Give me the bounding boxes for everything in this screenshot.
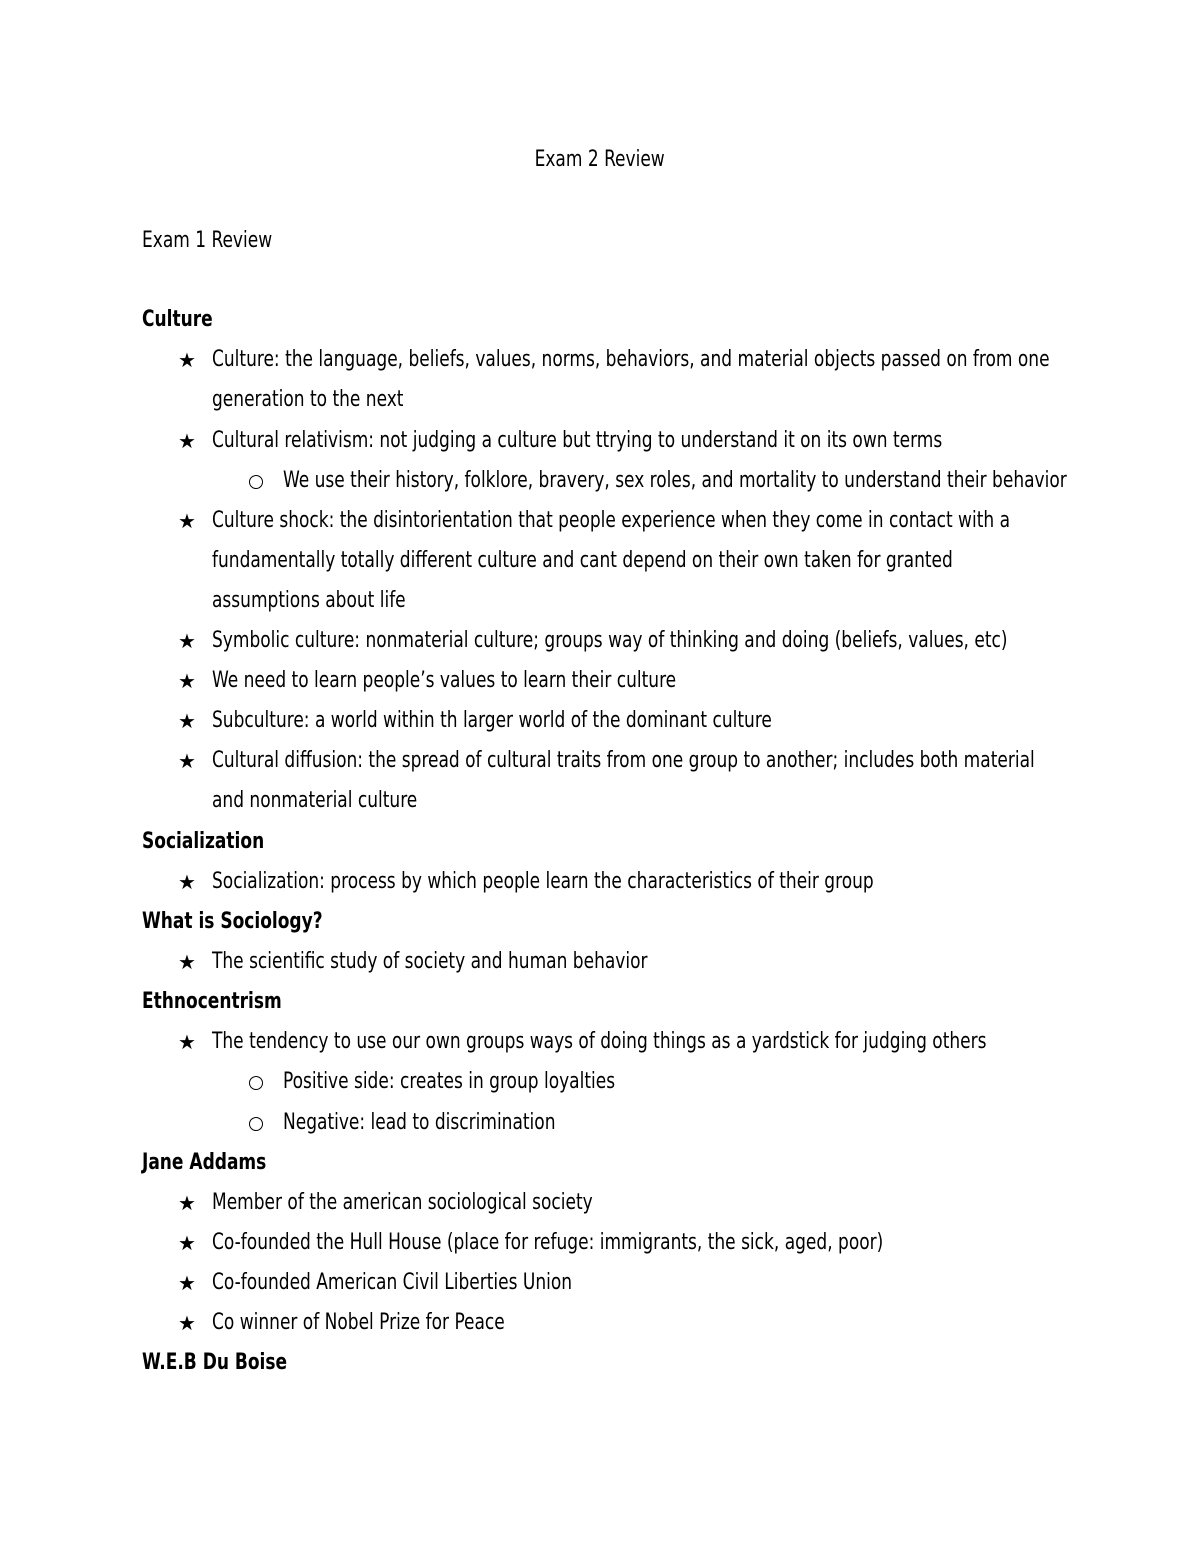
- list-item: ★ The scientific study of society and human behavior: [0, 942, 1200, 982]
- star-icon: ★: [178, 1271, 196, 1295]
- hollow-circle-icon: [249, 475, 263, 489]
- list-item: ★ We need to learn people’s values to learn their culture: [0, 661, 1200, 701]
- section-heading-socialization: Socialization: [142, 829, 265, 854]
- section-heading-sociology: What is Sociology?: [142, 909, 323, 934]
- list-item: ★ Co-founded the Hull House (place for refuge: immigrants, the sick, aged, poor): [0, 1223, 1200, 1263]
- list-item-continuation: fundamentally totally different culture and cant depend on their own taken for granted: [212, 548, 953, 573]
- star-icon: ★: [178, 1191, 196, 1215]
- sub-list-item: We use their history, folklore, bravery, sex roles, and mortality to understand their behavior: [0, 461, 1200, 501]
- list-item: ★ Culture shock: the disintorientation that people experience when they come in contact with a: [0, 501, 1200, 541]
- list-item: ★ The tendency to use our own groups ways of doing things as a yardstick for judging others: [0, 1022, 1200, 1062]
- list-item: ★ Cultural diffusion: the spread of cultural traits from one group to another; includes both material: [0, 741, 1200, 781]
- document-title: Exam 2 Review: [534, 147, 666, 172]
- star-icon: ★: [178, 1231, 196, 1255]
- list-item: ★ Co-founded American Civil Liberties Union: [0, 1263, 1200, 1303]
- list-item: ★ Co winner of Nobel Prize for Peace: [0, 1303, 1200, 1343]
- star-icon: ★: [178, 1311, 196, 1335]
- list-item: ★ Member of the american sociological society: [0, 1183, 1200, 1223]
- star-icon: ★: [178, 950, 196, 974]
- sub-list-item: Negative: lead to discrimination: [0, 1103, 1200, 1143]
- hollow-circle-icon: [249, 1117, 263, 1131]
- sub-list-item: Positive side: creates in group loyalties: [0, 1062, 1200, 1102]
- star-icon: ★: [178, 348, 196, 372]
- list-item: ★ Subculture: a world within th larger world of the dominant culture: [0, 701, 1200, 741]
- list-item-continuation: generation to the next: [212, 387, 404, 412]
- list-item: ★ Cultural relativism: not judging a culture but ttrying to understand it on its own terms: [0, 421, 1200, 461]
- hollow-circle-icon: [249, 1076, 263, 1090]
- star-icon: ★: [178, 669, 196, 693]
- list-item-continuation: and nonmaterial culture: [212, 788, 418, 813]
- section-heading-jane-addams: Jane Addams: [142, 1150, 267, 1175]
- section-heading-ethnocentrism: Ethnocentrism: [142, 989, 282, 1014]
- document-subtitle: Exam 1 Review: [142, 228, 273, 253]
- star-icon: ★: [178, 629, 196, 653]
- star-icon: ★: [178, 749, 196, 773]
- star-icon: ★: [178, 709, 196, 733]
- section-heading-culture: Culture: [142, 307, 213, 332]
- star-icon: ★: [178, 870, 196, 894]
- list-item-continuation: assumptions about life: [212, 588, 406, 613]
- star-icon: ★: [178, 429, 196, 453]
- star-icon: ★: [178, 1030, 196, 1054]
- list-item: ★ Symbolic culture: nonmaterial culture; groups way of thinking and doing (beliefs, values, etc): [0, 621, 1200, 661]
- list-item: ★ Culture: the language, beliefs, values, norms, behaviors, and material objects passed on from one: [0, 340, 1200, 380]
- section-heading-du-boise: W.E.B Du Boise: [142, 1350, 288, 1375]
- list-item: ★ Socialization: process by which people learn the characteristics of their group: [0, 862, 1200, 902]
- star-icon: ★: [178, 509, 196, 533]
